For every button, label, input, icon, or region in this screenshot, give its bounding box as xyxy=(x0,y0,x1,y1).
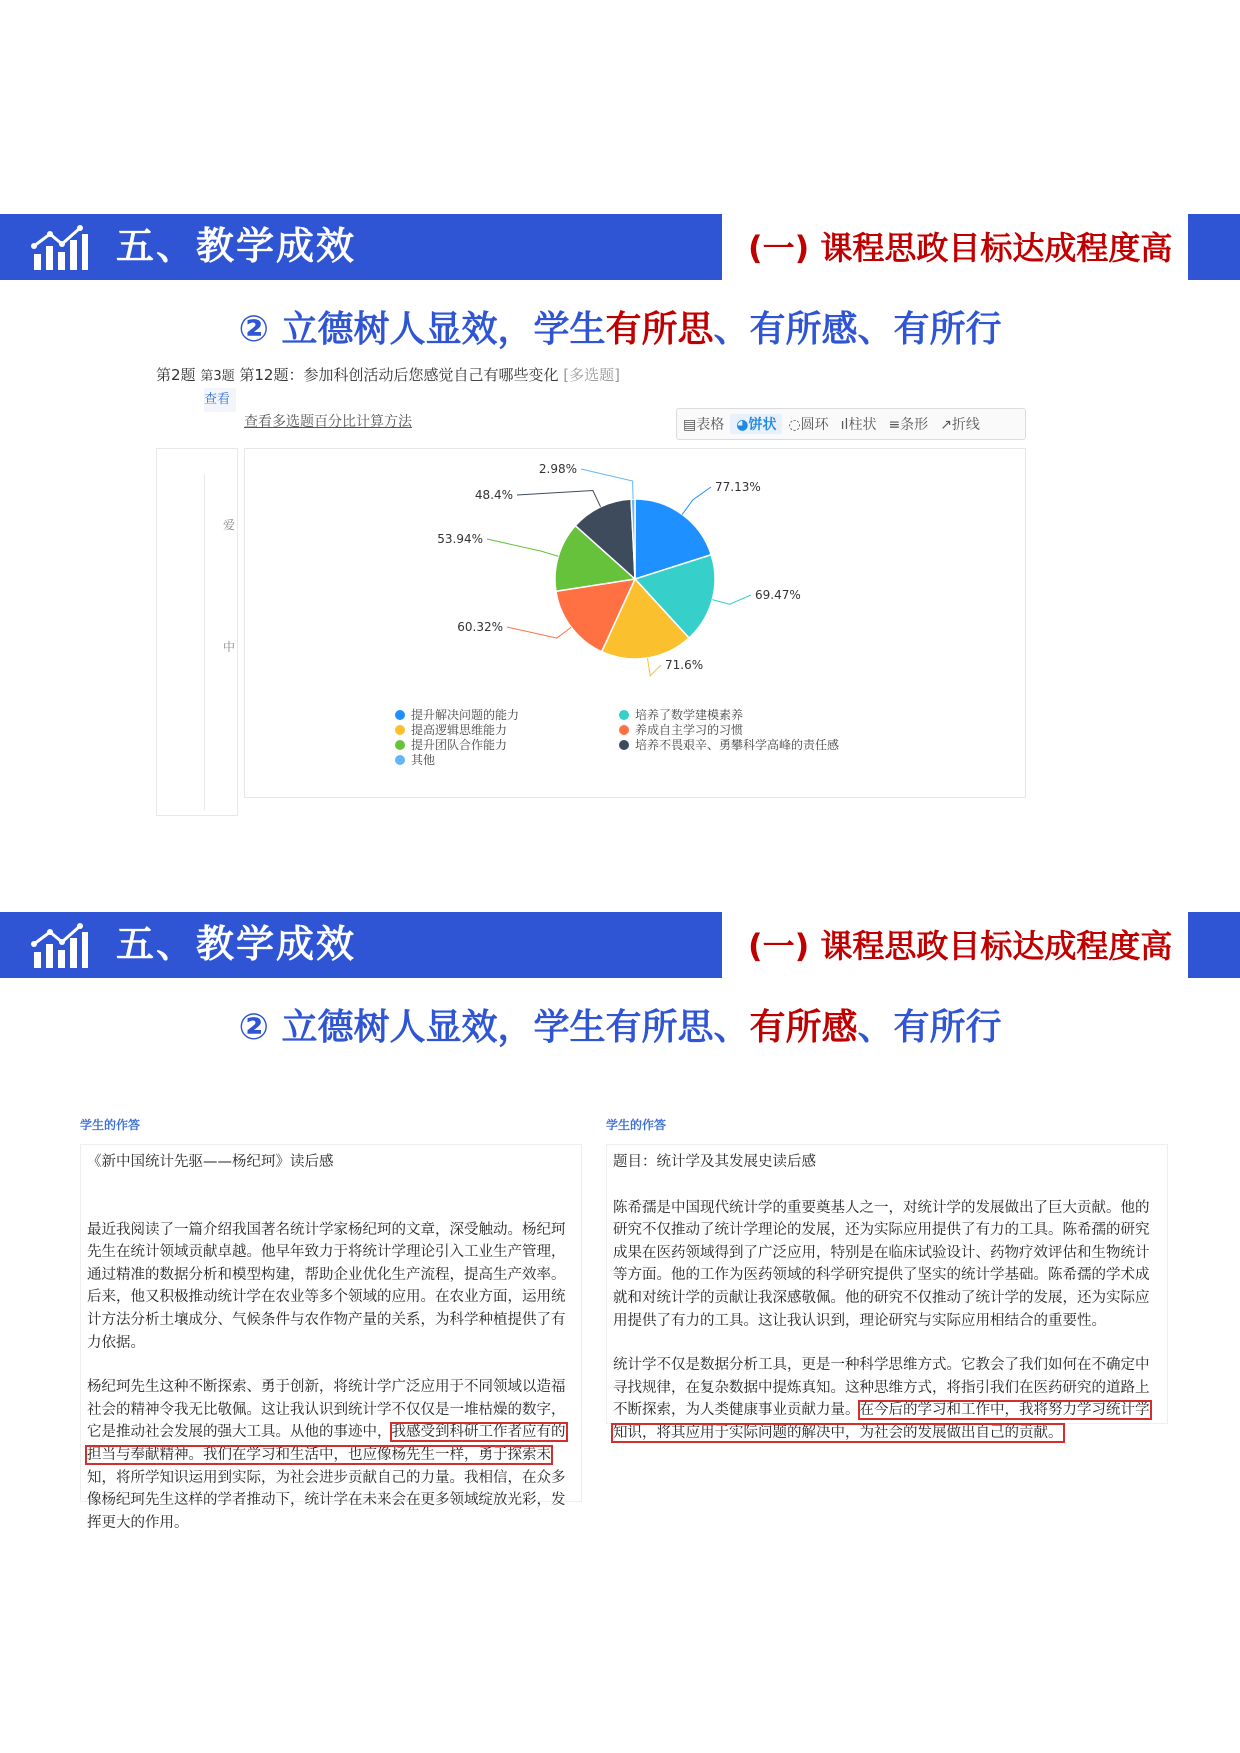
headline xyxy=(0,306,1240,354)
title-band xyxy=(0,912,722,978)
legend-dot-icon xyxy=(619,710,629,720)
legend-label: 培养了数学建模素养 xyxy=(635,708,744,722)
pie-leader-line xyxy=(647,658,661,676)
headline-prefix: ② 立德树人显效，学生有所思、 xyxy=(238,1007,750,1048)
essay-right-paragraph-1: 陈希孺是中国现代统计学的重要奠基人之一，对统计学的发展做出了巨大贡献。他的研究不仅推动了统计学理论的发展，还为实际应用提供了有力的工具。陈希孺的研究成果在医药领域得到了广泛应用，特别是在临床试验设计、药物疗效评估和生物统计等方面。他的工作为医药领域的科学研究提供了坚实的统计学基础。陈希孺的学术成就和对统计学的贡献让我深感敬佩。他的研究不仅推动了统计学的发展，还为实际应用提供了有力的工具。这让我认识到，理论研究与实际应用相结合的重要性。 xyxy=(613,1199,1150,1329)
essay-right-title: 题目：统计学及其发展史读后感 xyxy=(613,1154,816,1170)
question-text: 第12题：参加科创活动后您感觉自己有哪些变化 xyxy=(239,366,559,384)
essay-left xyxy=(80,1144,582,1531)
legend-label: 提升团队合作能力 xyxy=(411,738,508,752)
side-panel-inner xyxy=(204,474,235,810)
essay-right-paragraph-2 xyxy=(613,1354,1161,1444)
legend-dot-icon xyxy=(619,740,629,750)
essay-left-paragraph-2 xyxy=(87,1376,575,1534)
headline xyxy=(0,1004,1240,1052)
legend-item[interactable] xyxy=(619,737,839,753)
pie-data-label: 48.4% xyxy=(474,488,513,502)
view-tab[interactable]: 查看 xyxy=(204,388,236,412)
headline-highlight: 有所感 xyxy=(749,1007,858,1048)
bar-chart-icon xyxy=(30,224,90,272)
toolbar-column-button[interactable]: ıl柱状 xyxy=(840,417,877,433)
answer-label-right: 学生的作答 xyxy=(606,1118,667,1132)
section-title: 五、教学成效 xyxy=(116,922,357,966)
headline-suffix: 、有所行 xyxy=(857,1007,1002,1048)
legend-dot-icon xyxy=(395,725,405,735)
pie-data-label: 2.98% xyxy=(538,462,577,476)
legend-item[interactable] xyxy=(395,722,507,738)
toolbar-table-button[interactable]: ▤表格 xyxy=(683,417,725,433)
pie-leader-line xyxy=(487,539,558,556)
pie-data-label: 77.13% xyxy=(715,480,761,494)
legend-label: 其他 xyxy=(411,753,436,767)
side-label-a: 爱 xyxy=(223,518,236,532)
legend-label: 养成自主学习的习惯 xyxy=(635,723,744,737)
tab-question-3[interactable]: 第3题 xyxy=(200,369,235,384)
headline-highlight: 有所思 xyxy=(605,309,714,350)
toolbar-donut-button[interactable]: ◌圆环 xyxy=(788,417,829,433)
toolbar-pie-button[interactable]: ◕饼状 xyxy=(730,414,782,434)
pie-leader-line xyxy=(581,469,633,499)
legend-dot-icon xyxy=(395,740,405,750)
slide-essays xyxy=(0,912,1240,1531)
legend-item[interactable] xyxy=(619,722,743,738)
essay-right xyxy=(606,1144,1168,1441)
legend-label: 提高逻辑思维能力 xyxy=(411,723,508,737)
answer-label-left: 学生的作答 xyxy=(80,1118,141,1132)
essay-left-paragraph-1: 最近我阅读了一篇介绍我国著名统计学家杨纪珂的文章，深受触动。杨纪珂先生在统计领域贡献卓越。他早年致力于将统计学理论引入工业生产管理，通过精准的数据分析和模型构建，帮助企业优化生产流程，提高生产效率。后来，他又积极推动统计学在农业等多个领域的应用。在农业方面，运用统计方法分析土壤成分、气候条件与农作物产量的关系，为科学种植提供了有力依据。 xyxy=(87,1221,566,1351)
legend-label: 培养不畏艰辛、勇攀科学高峰的责任感 xyxy=(635,738,840,752)
bar-chart-icon xyxy=(30,922,90,970)
headline-suffix: 、有所感、有所行 xyxy=(713,309,1002,350)
legend-item[interactable] xyxy=(395,737,507,753)
pie-leader-line xyxy=(517,491,601,507)
essay-left-highlight: 我感受到科研工作者应有的担当与奉献精神。我们在学习和生活中，也应像杨先生一样，勇于探索未 xyxy=(87,1424,566,1463)
legend-item[interactable] xyxy=(395,707,519,723)
section-subtitle: (一) 课程思政目标达成程度高 xyxy=(748,927,1173,965)
section-title: 五、教学成效 xyxy=(116,224,357,268)
pie-data-label: 60.32% xyxy=(457,620,503,634)
section-subtitle: (一) 课程思政目标达成程度高 xyxy=(748,229,1173,267)
title-band-right xyxy=(1188,214,1240,280)
title-band xyxy=(0,214,722,280)
survey-screenshot xyxy=(156,364,1026,834)
pie-leader-line xyxy=(507,627,571,638)
legend-dot-icon xyxy=(395,755,405,765)
pie-data-label: 71.6% xyxy=(665,658,704,672)
slide-survey xyxy=(0,214,1240,834)
essay-left-p2-start: 杨纪珂先生这种不断探索、勇于创新，将统计学广泛应用于不同领域以造福社会的精神令我无比敬佩。这让我认识到统计学不仅仅是一堆枯燥的数字，它是推动社会发展的强大工具。从他的事迹中， xyxy=(87,1379,566,1441)
essay-left-title: 《新中国统计先驱——杨纪珂》读后感 xyxy=(87,1154,334,1170)
legend-dot-icon xyxy=(619,725,629,735)
title-band-right xyxy=(1188,912,1240,978)
essay-right-highlight: 在今后的学习和工作中，我将努力学习统计学知识，将其应用于实际问题的解决中，为社会的发展做出自己的贡献。 xyxy=(613,1402,1150,1441)
question-tabs xyxy=(156,364,620,388)
percent-method-link[interactable]: 查看多选题百分比计算方法 xyxy=(244,414,412,430)
tab-question-2[interactable]: 第2题 xyxy=(156,366,196,384)
essay-right-p2-start: 统计学不仅是数据分析工具，更是一种科学思维方式。它教会了我们如何在不确定中寻找规律，在复杂数据中提炼真知。这种思维方式，将指引我们在医药研究的道路上不断探索，为人类健康事业贡献力量。 xyxy=(613,1357,1150,1419)
pie-chart xyxy=(244,448,1026,798)
side-label-b: 中 xyxy=(223,640,236,654)
chart-type-toolbar xyxy=(676,408,1026,440)
pie-leader-line xyxy=(682,487,711,514)
legend-item[interactable] xyxy=(395,752,435,768)
essay-left-p2-end: 知，将所学知识运用到实际，为社会进步贡献自己的力量。我相信，在众多像杨纪珂先生这样的学者推动下，统计学在未来会在更多领域绽放光彩，发挥更大的作用。 xyxy=(87,1469,566,1531)
headline-prefix: ② 立德树人显效，学生 xyxy=(238,309,606,350)
pie-leader-line xyxy=(712,595,751,604)
question-type: [多选题] xyxy=(563,366,620,384)
legend-item[interactable] xyxy=(619,707,743,723)
legend-dot-icon xyxy=(395,710,405,720)
toolbar-line-button[interactable]: ↗折线 xyxy=(940,417,980,433)
legend-label: 提升解决问题的能力 xyxy=(411,708,520,722)
pie-data-label: 53.94% xyxy=(437,532,483,546)
pie-data-label: 69.47% xyxy=(755,588,801,602)
toolbar-bar-button[interactable]: ≡条形 xyxy=(888,417,929,433)
